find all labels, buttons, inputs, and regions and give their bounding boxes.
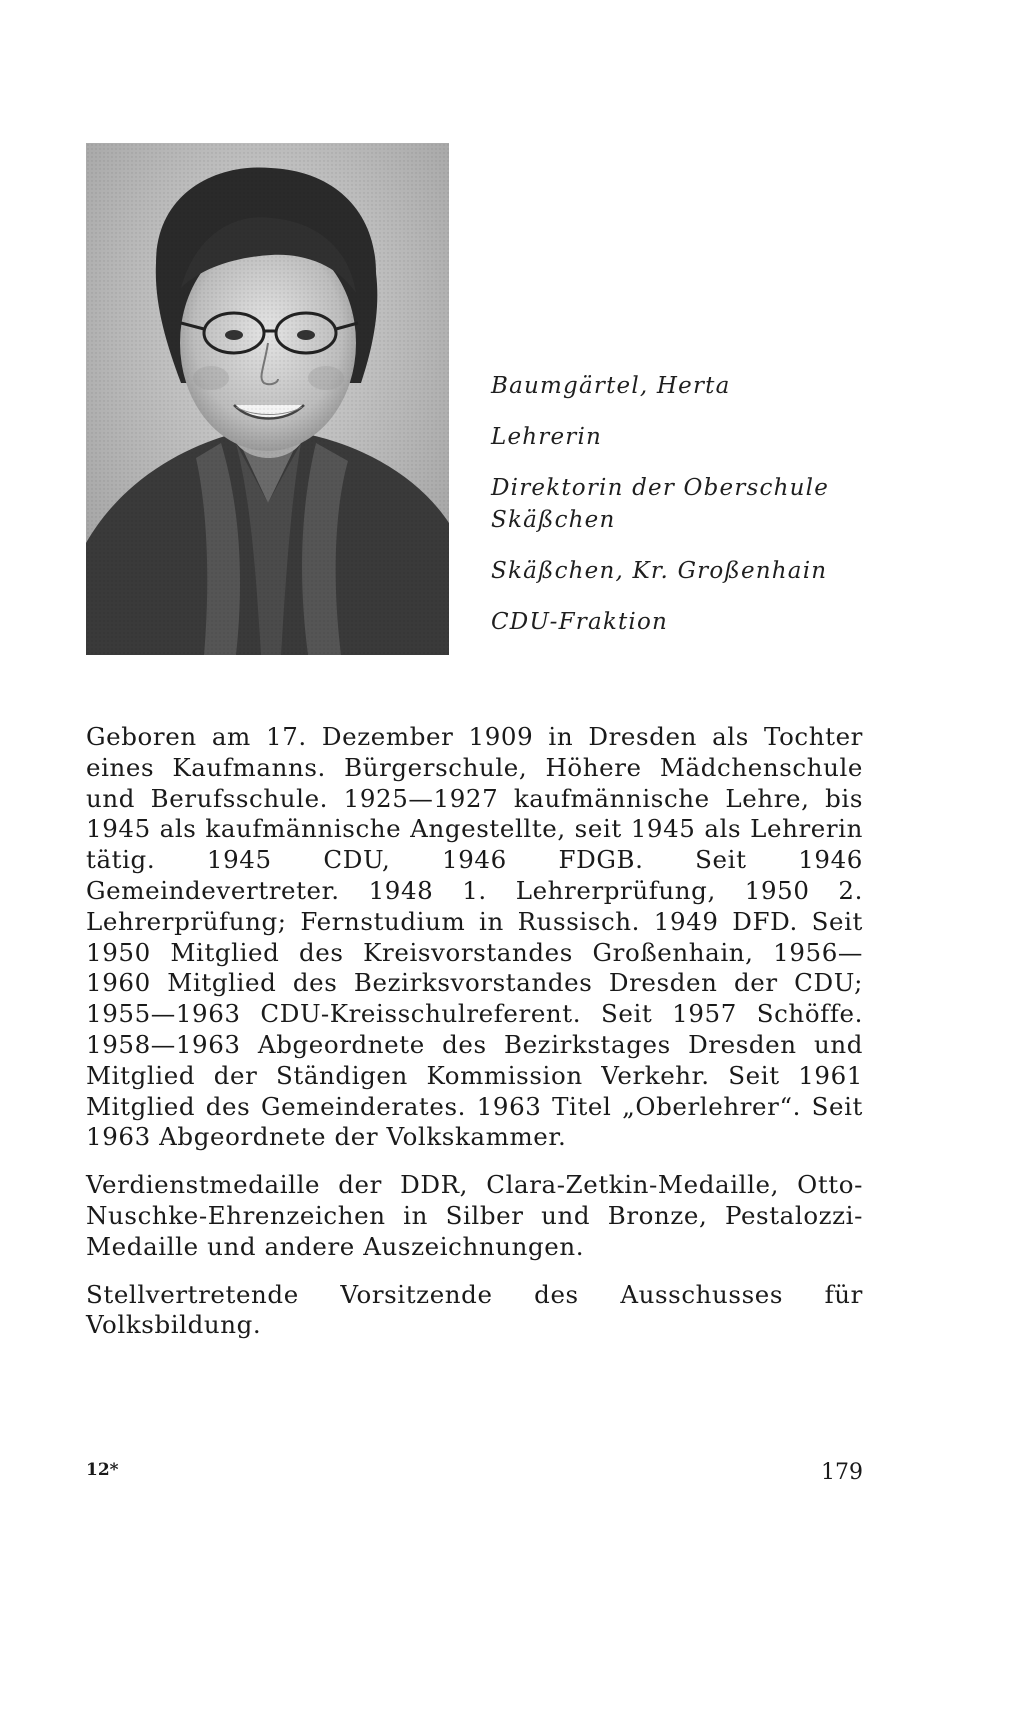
person-position-line2: Skäßchen [491, 507, 616, 533]
biography-paragraph-role: Stellvertretende Vorsitzende des Ausschusses für Volksbildung. [86, 1279, 863, 1340]
portrait-photo [86, 143, 449, 655]
signature-mark: 12* [86, 1460, 119, 1480]
person-info [491, 370, 971, 657]
person-profession: Lehrerin [491, 424, 603, 450]
biography-paragraph-career: Geboren am 17. Dezember 1909 in Dresden als Tochter eines Kaufmanns. Bürgerschule, Höhere Mädchenschule und Berufsschule. 1925—1927 kaufmännische Lehre, bis 1945 als kaufmännische Angestellte, seit 1945 als Lehrerin tätig. 1945 CDU, 1946 FDGB. Seit 1946 Gemeindevertreter. 1948 1. Lehrerprüfung, 1950 2. Lehrerprüfung; Fernstudium in Russisch. 1949 DFD. Seit 1950 Mitglied des Kreisvorstandes Großenhain, 1956—1960 Mitglied des Bezirksvorstandes Dresden der CDU; 1955—1963 CDU-Kreisschulreferent. Seit 1957 Schöffe. 1958—1963 Abgeordnete des Bezirkstages Dresden und Mitglied der Ständigen Kommission Verkehr. Seit 1961 Mitglied des Gemeinderates. 1963 Titel „Oberlehrer“. Seit 1963 Abgeordnete der Volkskammer. [86, 722, 863, 1152]
person-name: Baumgärtel, Herta [491, 373, 731, 399]
page-number: 179 [821, 1460, 863, 1485]
biography-paragraph-awards: Verdienstmedaille der DDR, Clara-Zetkin-Medaille, Otto-Nuschke-Ehrenzeichen in Silber und Bronze, Pestalozzi-Medaille und andere Auszeichnungen. [86, 1170, 863, 1261]
person-residence: Skäßchen, Kr. Großenhain [491, 558, 828, 584]
portrait-image [86, 143, 449, 655]
biography [86, 722, 863, 1358]
person-position-line1: Direktorin der Oberschule [491, 475, 830, 501]
person-faction: CDU-Fraktion [491, 609, 669, 635]
